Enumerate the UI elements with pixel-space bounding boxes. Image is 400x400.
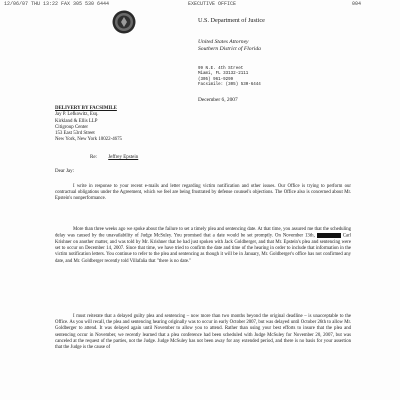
office-line-2: Southern District of Florida: [198, 46, 261, 52]
delivery-method: DELIVERY BY FACSIMILE: [55, 106, 117, 111]
recipient-line: Jay P. Lefkowitz, Esq.: [55, 112, 99, 118]
address-line: 99 N.E. 4th Street: [198, 67, 244, 71]
salutation: Dear Jay:: [55, 169, 75, 174]
paragraph-text: Carl Krishner on another matter, and was told by Mr. Krishner that he had just spoken with Jack Goldberger, and that Mr. Epstein's plea and sentencing were set to occur on December 14, 2007. Since that time, we have tried to confirm the date and time of the hearing in order to include that information in the victim notification letters. You continue to refer to the plea and sentencing as though it will be in January, Mr. Goldberger's office has not confirmed any date, and Mr. Goldberger recently told Villafaña that "there is no date.": [55, 233, 351, 264]
recipient-block: [55, 106, 122, 144]
letter-date: December 6, 2007: [198, 97, 238, 103]
recipient-line: 153 East 53rd Street: [55, 131, 95, 137]
recipient-line: Citigroup Center: [55, 124, 89, 130]
address-line: Facsimile: (305) 530-6444: [198, 83, 261, 88]
paragraph-text: I must reiterate that a delayed guilty plea and sentencing – now more than two months beyond the original deadline – is unacceptable to the Office. As you will recall, the plea and sentencing hearing originally was to occur in early October 2007, but was delayed until October 26th to allow Mr. Goldberger to attend. It was delayed again until November to allow you to attend. Rather than using your best efforts to insure that the plea and sentencing occur in November, we recently learned that a plea conference had been scheduled with Judge McSuley for November 20, 2007, but was canceled at the request of the parties, not the Judge. Judge McSuley has not been away for any extended period, and there is no basis for your assertion that the Judge is the cause of: [55, 314, 351, 351]
paragraph-text: I write in response to your recent e-mails and letter regarding victim notification and other issues. Our Office is trying to perform our contractual obligations under the Agreement, which we feel are being frustrated by defense counsel's objections. The Office also is concerned about Mr. Epstein's nonperformance.: [55, 184, 351, 202]
body-paragraph-3: [55, 314, 351, 351]
fax-header-left: 12/06/07 THU 13:22 FAX 305 530 6444: [4, 1, 110, 7]
redaction-box: [317, 233, 341, 238]
paragraph-text: More than three weeks ago we spoke about the failure to set a timely plea and sentencing date. At that time, you assured me that the scheduling delay was caused by the unavailability of Judge McSuley. You promised that a date would be set promptly. On November 13th,: [55, 227, 351, 239]
recipient-line: Kirkland & Ellis LLP: [55, 118, 98, 124]
department-seal-icon: [112, 10, 136, 34]
address-line: Miami, FL 33132-2111: [198, 72, 249, 77]
subject-label: Re:: [90, 155, 97, 160]
subject-name: Jeffrey Epstein: [108, 155, 139, 160]
fax-header-center: EXECUTIVE OFFICE: [188, 1, 237, 7]
department-name: U.S. Department of Justice: [198, 17, 265, 24]
address-line: (305) 961-9299: [198, 77, 234, 82]
office-address: [198, 67, 261, 89]
body-paragraph-1: [55, 184, 351, 203]
letterhead: [198, 17, 265, 53]
fax-header: [0, 0, 400, 9]
subject-line: [90, 155, 138, 160]
body-paragraph-2: [55, 227, 351, 265]
office-line-1: United States Attorney: [198, 39, 249, 45]
recipient-line: New York, New York 10022-4675: [55, 137, 122, 143]
fax-header-right: 004: [352, 1, 362, 7]
